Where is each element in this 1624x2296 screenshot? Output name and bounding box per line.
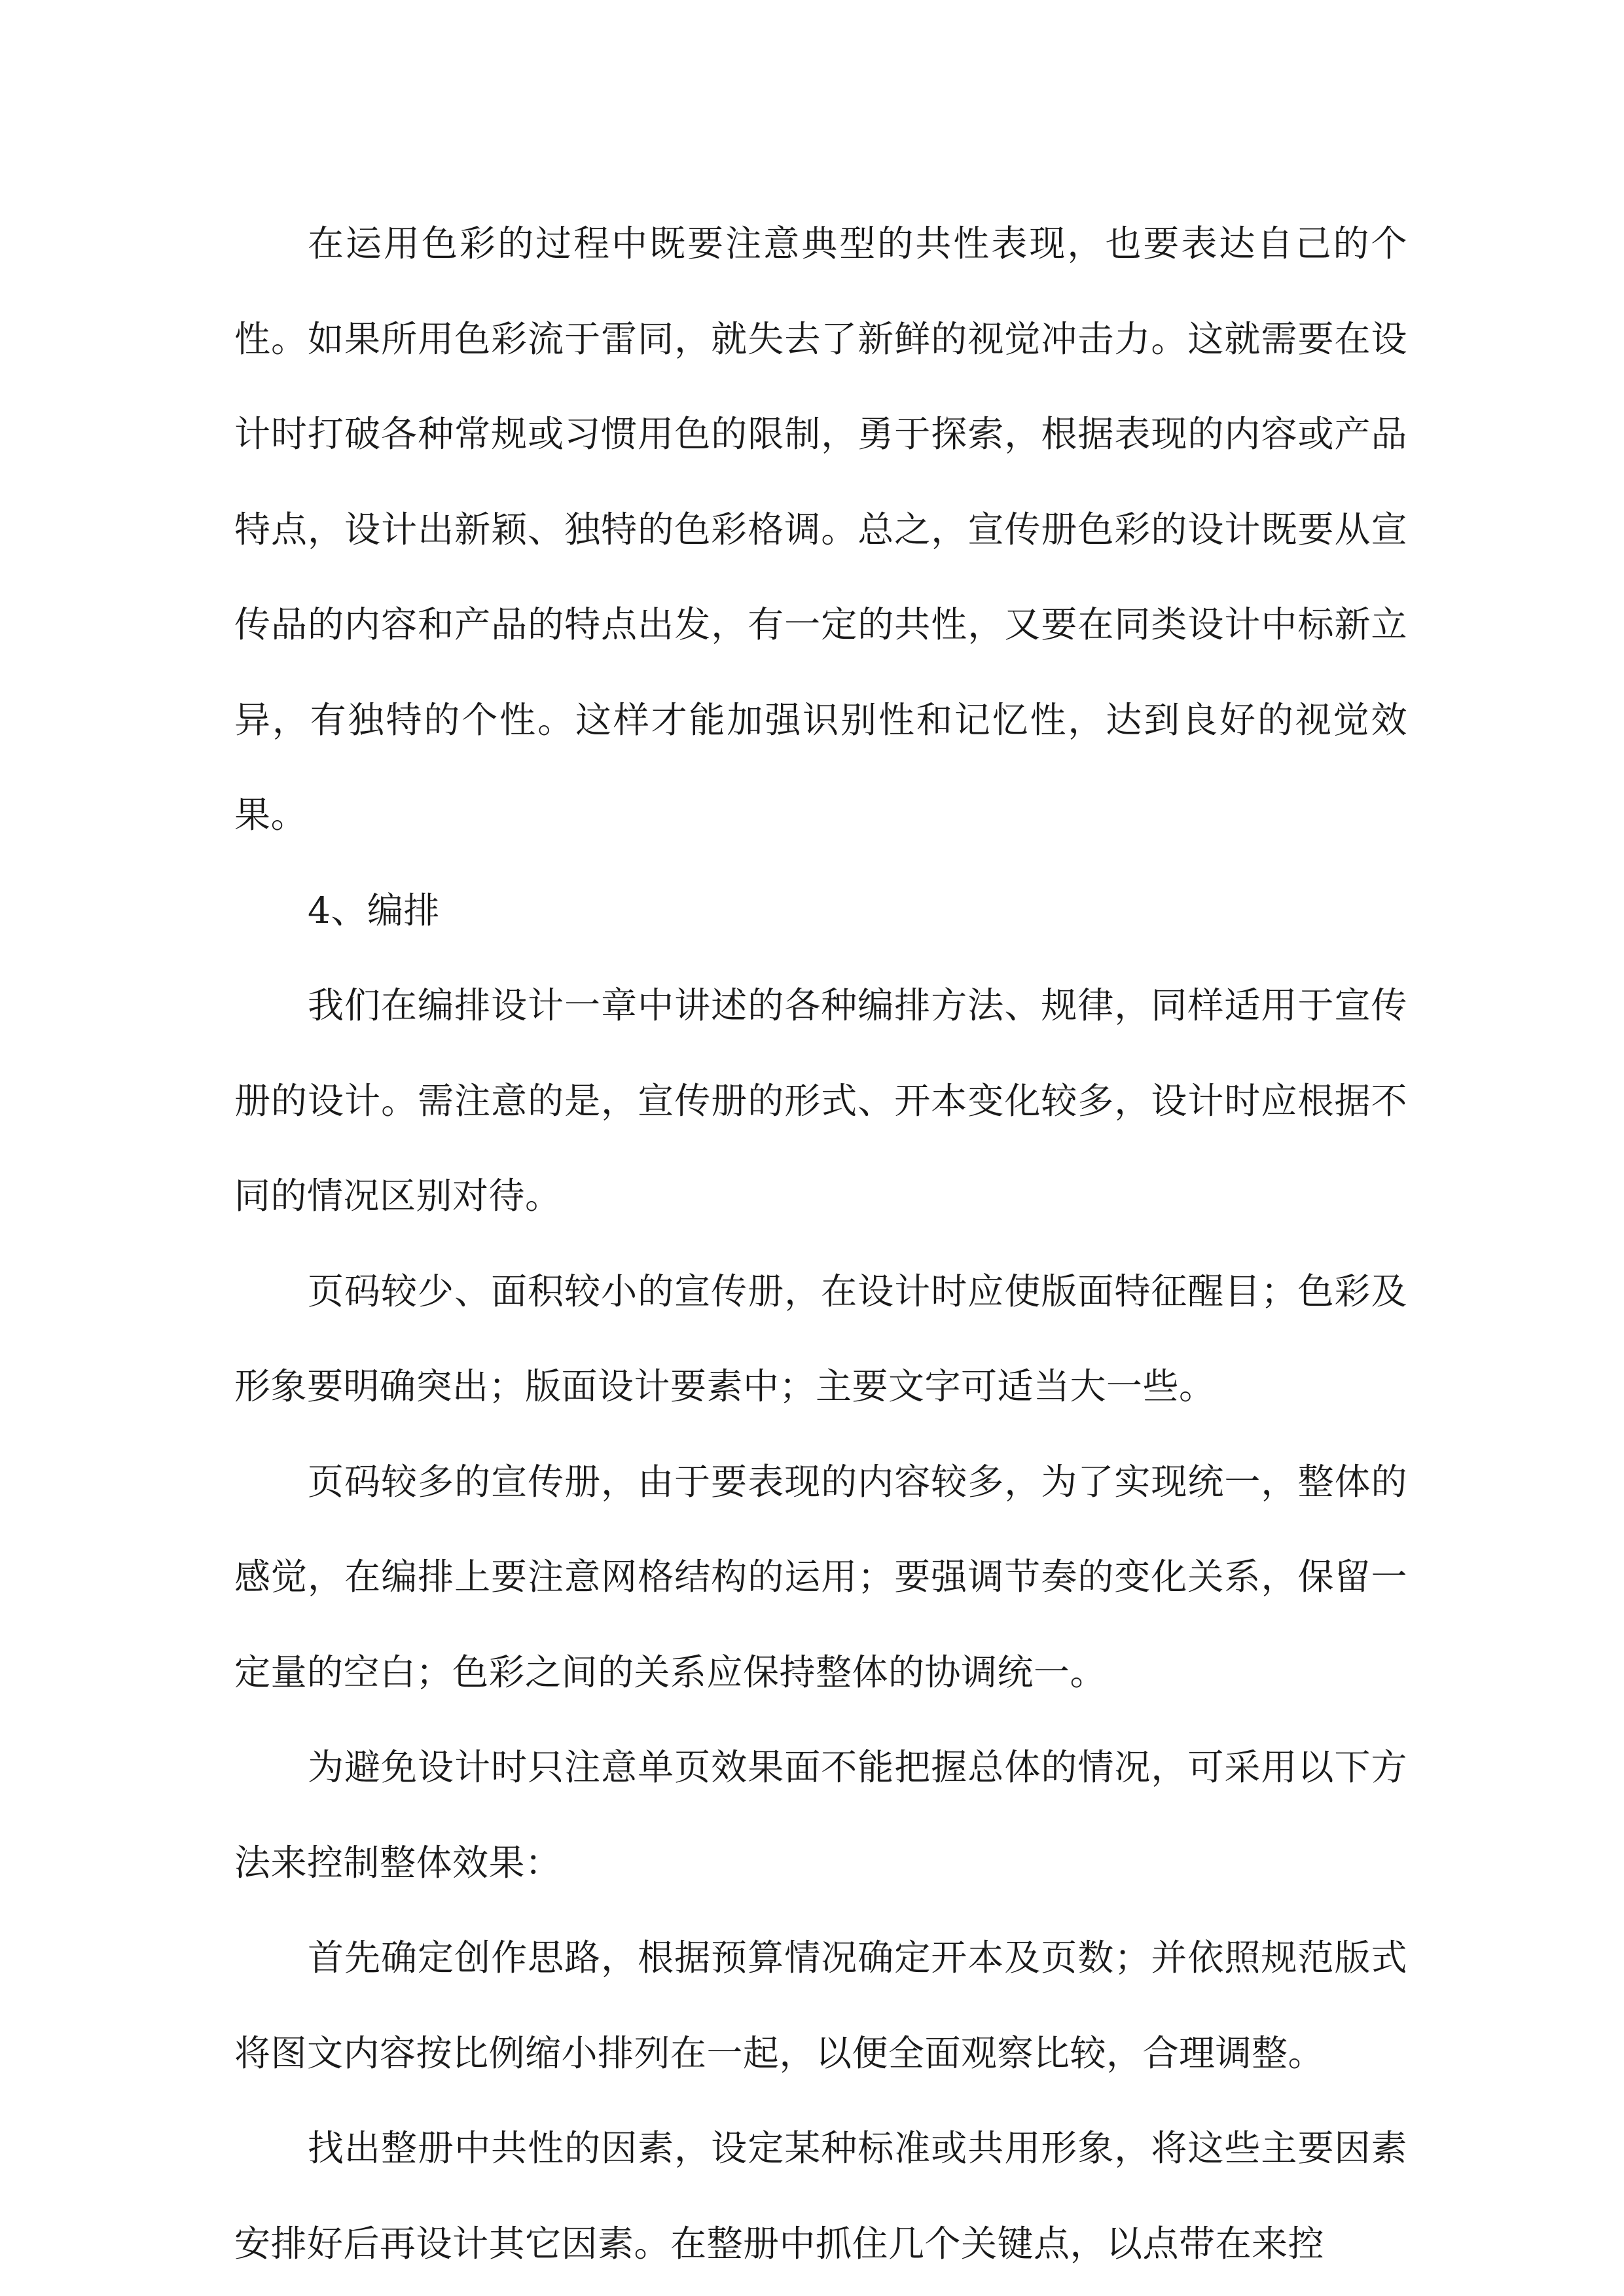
body-text [234, 196, 1407, 2291]
section-heading-layout: 4、编排 [308, 889, 440, 931]
paragraph-color-individuality: 在运用色彩的过程中既要注意典型的共性表现，也要表达自己的个性。如果所用色彩流于雷同，就失去了新鲜的视觉冲击力。这就需要在设计时打破各种常规或习惯用色的限制，勇于探索，根据表现的内容或产品特点，设计出新颖、独特的色彩格调。总之，宣传册色彩的设计既要从宣传品的内容和产品的特点出发，有一定的共性，又要在同类设计中标新立异，有独特的个性。这样才能加强识别性和记忆性，达到良好的视觉效果。 [234, 223, 1407, 836]
paragraph-common-factors: 找出整册中共性的因素，设定某种标准或共用形象，将这些主要因素安排好后再设计其它因素。在整册中抓住几个关键点，以点带在来控 [234, 2127, 1407, 2265]
paragraph-layout-methods: 我们在编排设计一章中讲述的各种编排方法、规律，同样适用于宣传册的设计。需注意的是，宣传册的形式、开本变化较多，设计时应根据不同的情况区别对待。 [234, 984, 1407, 1217]
paragraph-overall-control: 为避免设计时只注意单页效果面不能把握总体的情况，可采用以下方法来控制整体效果： [234, 1746, 1407, 1884]
paragraph-first-step: 首先确定创作思路，根据预算情况确定开本及页数；并依照规范版式将图文内容按比例缩小排列在一起，以便全面观察比较，合理调整。 [234, 1937, 1407, 2074]
paragraph-few-pages: 页码较少、面积较小的宣传册，在设计时应使版面特征醒目；色彩及形象要明确突出；版面设计要素中；主要文字可适当大一些。 [234, 1270, 1407, 1407]
paragraph-many-pages: 页码较多的宣传册，由于要表现的内容较多，为了实现统一，整体的感觉，在编排上要注意网格结构的运用；要强调节奏的变化关系，保留一定量的空白；色彩之间的关系应保持整体的协调统一。 [234, 1460, 1407, 1693]
